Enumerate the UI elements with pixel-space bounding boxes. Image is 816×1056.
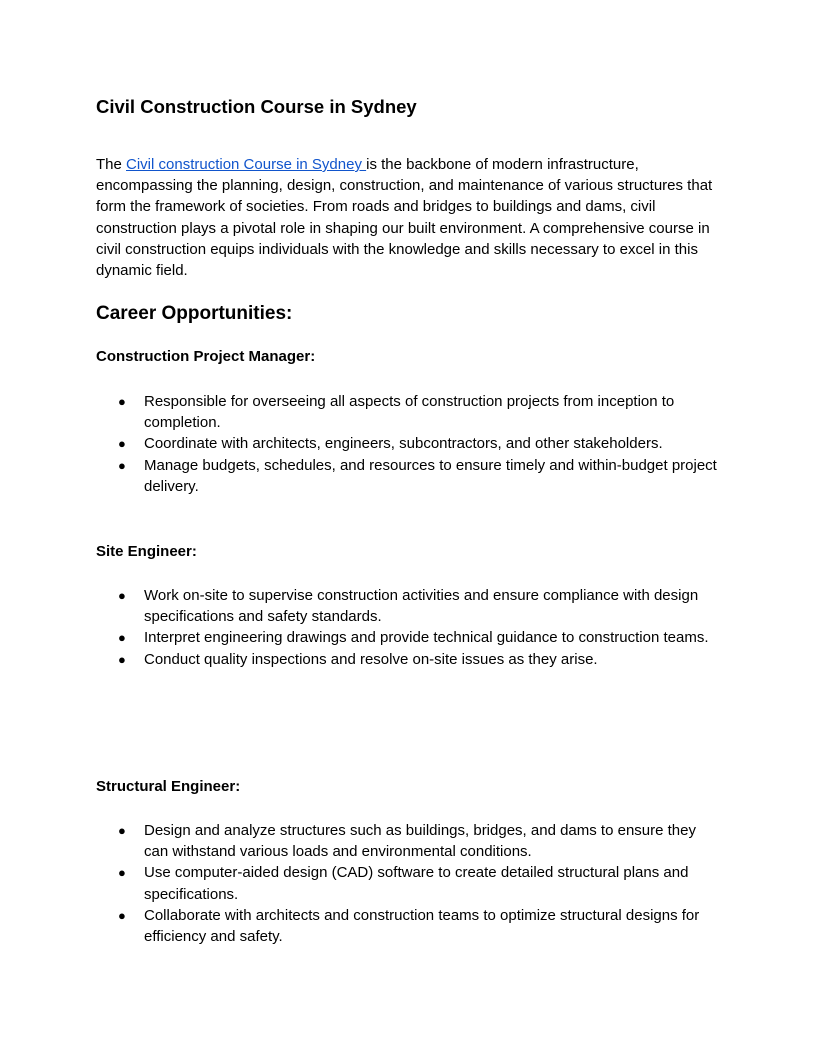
list-item: [96, 391, 724, 433]
project-manager-list: [96, 391, 724, 497]
bullet-icon: ●: [118, 457, 126, 473]
bullet-icon: ●: [118, 630, 126, 646]
intro-paragraph: [96, 154, 724, 281]
list-item: [96, 585, 724, 627]
intro-prefix: The: [96, 156, 127, 173]
career-opportunities-heading: Career Opportunities:: [96, 303, 293, 324]
bullet-icon: ●: [118, 865, 126, 881]
bullet-icon: ●: [118, 394, 126, 409]
course-link[interactable]: Civil construction Course in Sydney: [126, 156, 367, 173]
list-item-text: Interpret engineering drawings and provide technical guidance to construction teams.: [144, 629, 709, 647]
list-item-text: Responsible for overseeing all aspects of construction projects from inception to completion.: [144, 393, 675, 432]
list-item: [96, 455, 724, 497]
bullet-icon: ●: [118, 588, 126, 603]
bullet-icon: ●: [118, 907, 126, 923]
list-item-text: Work on-site to supervise construction activities and ensure compliance with design specifications and safety standards.: [144, 587, 699, 626]
bullet-icon: ●: [118, 436, 126, 452]
intro-body: is the backbone of modern infrastructure, encompassing the planning, design, construction, and maintenance of various structures that form the framework of societies. From roads and bridges to buildings and dams, civil construction plays a pivotal role in shaping our built environment. A comprehensive course in civil construction equips individuals with the knowledge and skills necessary to excel in this dynamic field.: [96, 156, 713, 280]
list-item: [96, 627, 724, 648]
structural-engineer-list: [96, 820, 724, 947]
list-item-text: Design and analyze structures such as buildings, bridges, and dams to ensure they can withstand various loads and environmental conditions.: [144, 822, 696, 861]
site-engineer-list: [96, 585, 724, 670]
list-item: [96, 820, 724, 862]
role-heading-project-manager: Construction Project Manager:: [96, 348, 316, 365]
list-item-text: Coordinate with architects, engineers, subcontractors, and other stakeholders.: [144, 435, 663, 453]
list-item: [96, 905, 724, 947]
list-item: [96, 649, 724, 670]
list-item-text: Use computer-aided design (CAD) software to create detailed structural plans and specifications.: [144, 864, 689, 903]
role-heading-site-engineer: Site Engineer:: [96, 543, 197, 560]
list-item-text: Manage budgets, schedules, and resources to ensure timely and within-budget project delivery.: [144, 456, 717, 495]
bullet-icon: ●: [118, 823, 126, 838]
list-item-text: Conduct quality inspections and resolve on-site issues as they arise.: [144, 650, 598, 668]
role-heading-structural-engineer: Structural Engineer:: [96, 778, 241, 795]
list-item: [96, 862, 724, 904]
bullet-icon: ●: [118, 651, 126, 667]
list-item: [96, 433, 724, 454]
list-item-text: Collaborate with architects and construction teams to optimize structural designs for efficiency and safety.: [144, 906, 700, 946]
page-title: Civil Construction Course in Sydney: [96, 96, 417, 117]
